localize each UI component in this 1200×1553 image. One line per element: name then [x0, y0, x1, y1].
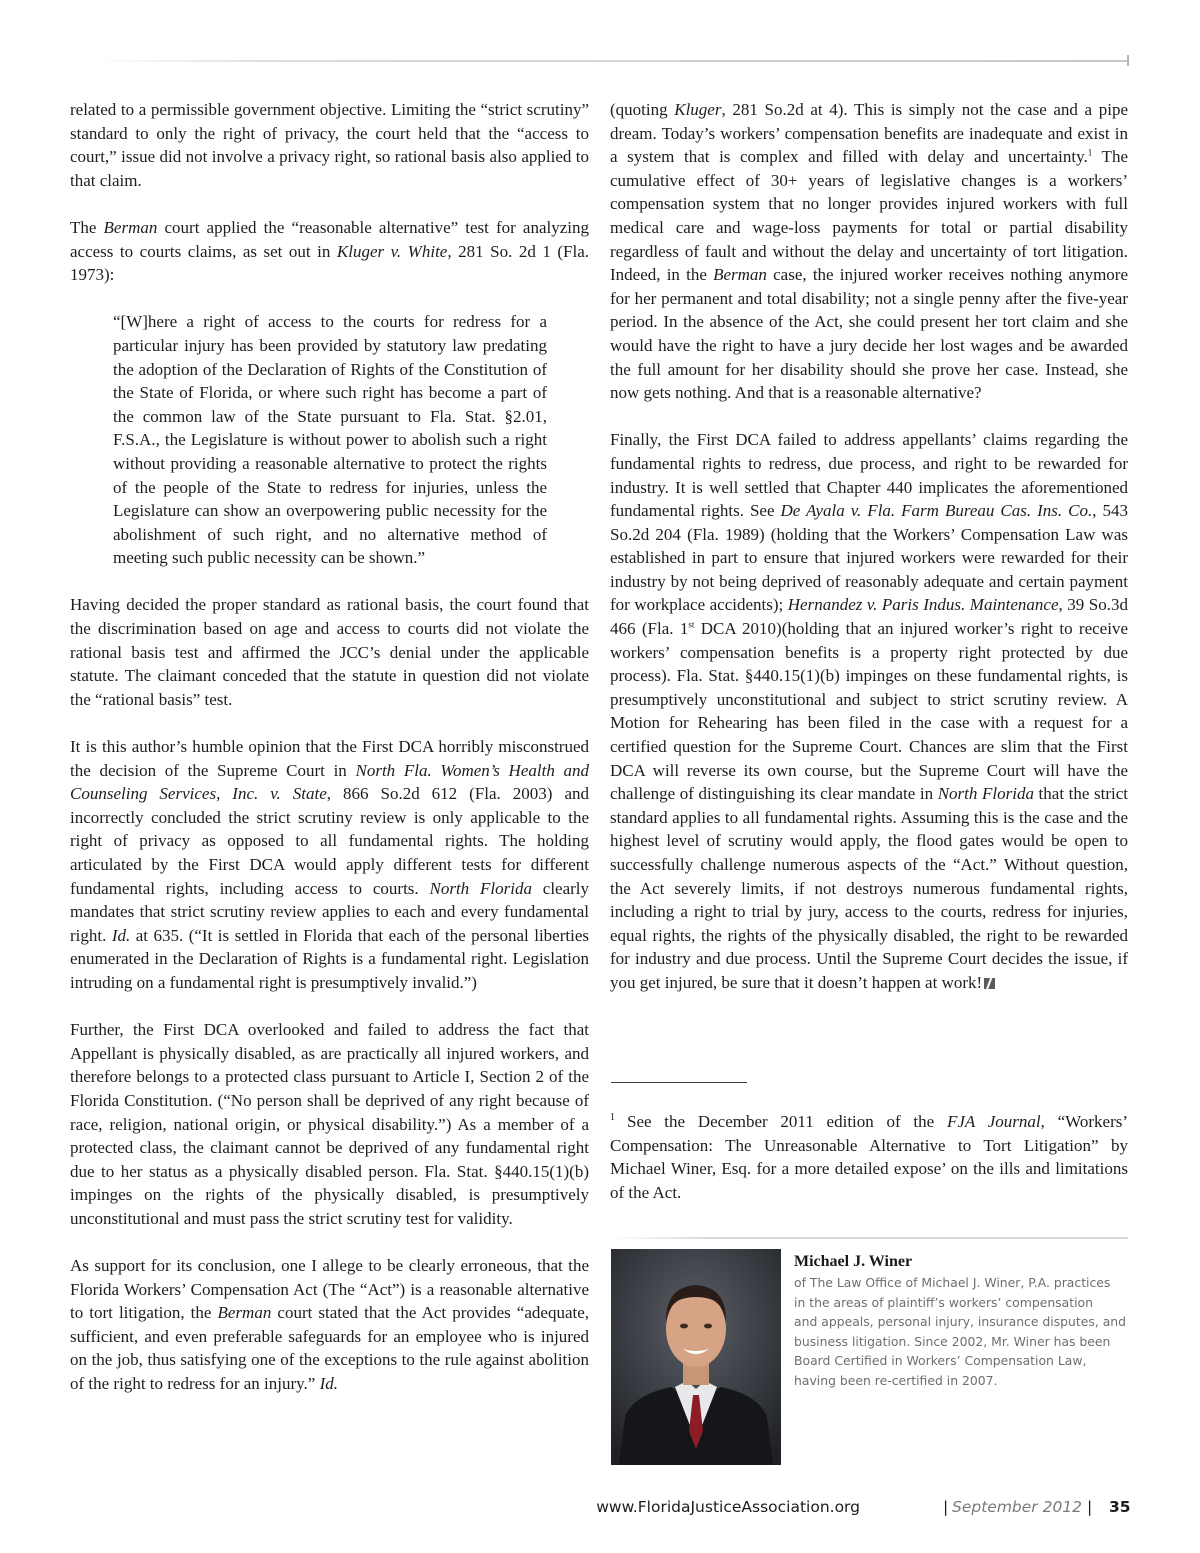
author-name: Michael J. Winer	[794, 1253, 913, 1270]
left-paragraph-6: As support for its conclusion, one I allege to be clearly erroneous, that the Florida Workers’ Compensation Act (The “Act”) is a reasonable alternative to tort litigation, the Berman court stated that the Act provides “adequate, sufficient, and even preferable safeguards for an employee who is injured on the job, thus satisfying one of the exceptions to the rule against abolition of the right to redress for an injury.” Id.	[70, 1256, 590, 1394]
block-quote: “[W]here a right of access to the courts for redress for a particular injury has been provided by statutory law predating the adoption of the Declaration of Rights of the Constitution of the State of Florida, or where such right has become a part of the common law of the State pursuant to Fla. Stat. §2.01, F.S.A., the Legislature is without power to abolish such a right without providing a reasonable alternative to protect the rights of the people of the State to redress for injuries, unless the Legislature can show an overpowering public necessity for the abolishment of such right, and no alternative method of meeting such public necessity can be shown.”	[113, 312, 547, 568]
bio-line: of The Law Office of Michael J. Winer, P.A. practices	[794, 1275, 1111, 1290]
article-end-icon	[984, 978, 995, 989]
header-rule	[92, 60, 1128, 62]
footnote-reference: 1	[1087, 147, 1093, 158]
page-footer	[596, 1498, 1131, 1524]
header-rule-cap	[1127, 55, 1129, 66]
bio-divider	[610, 1237, 1128, 1239]
bio-line: business litigation. Since 2002, Mr. Winer has been	[794, 1333, 1111, 1349]
bio-line: having been re-certified in 2007.	[794, 1372, 998, 1388]
left-paragraph-3: Having decided the proper standard as rational basis, the court found that the discrimination based on age and access to courts did not violate the rational basis test and affirmed the JCC’s denial under the applicable statute. The claimant conceded that the statute in question did not violate the “rational basis” test.	[70, 595, 589, 709]
website-link[interactable]: www.FloridaJusticeAssociation.org	[596, 1498, 860, 1516]
left-paragraph-1: related to a permissible government objective. Limiting the “strict scrutiny” standard to only the right of privacy, the court held that the “access to court,” issue did not involve a privacy right, so rational basis also applied to that claim.	[70, 100, 589, 190]
bio-line: in the areas of plaintiff’s workers’ compensation	[794, 1294, 1093, 1310]
right-paragraph-2: Finally, the First DCA failed to address appellants’ claims regarding the fundamental rights to redress, due process, and right to be rewarded for industry. It is well settled that Chapter 440 implicates the aforementioned fundamental rights. See De Ayala v. Fla. Farm Bureau Cas. Ins. Co., 543 So.2d 204 (Fla. 1989) (holding that the Workers’ Compensation Law was established in part to ensure that injured workers were rewarded for their industry by not being deprived of reasonably adequate and certain payment for workplace accidents); Hernandez v. Paris Indus. Maintenance, 39 So.3d 466 (Fla. 1st DCA 2010)(holding that an injured worker’s right to receive workers’ compensation benefits is a property right protected by due process). Fla. Stat. §440.15(1)(b) impinges on these fundamental rights, is presumptively unconstitutional and subject to strict scrutiny review. A Motion for Rehearing has been filed in the case with a request for a certified question for the Supreme Court. Chances are slim that the First DCA will reverse its own course, but the Supreme Court will have the challenge of distinguishing its clear mandate in North Florida that the strict standard applies to all fundamental rights. Assuming this is the case and the highest level of scrutiny would apply, the flood gates would be open to successfully challenge numerous aspects of the “Act.” Without question, the Act severely limits, if not destroys numerous fundamental rights, including a right to trial by jury, access to the courts, redress for injuries, equal rights, the rights of the physically disabled, the right to be rewarded for industry and due process. Until the Supreme Court decides the issue, if you get injured, be sure that it doesn’t happen at work!	[610, 430, 1128, 992]
footer-separator: |	[1087, 1498, 1093, 1516]
bio-line: Board Certified in Workers’ Compensation Law,	[794, 1353, 1087, 1369]
left-paragraph-5: Further, the First DCA overlooked and failed to address the fact that Appellant is physically disabled, as are practically all injured workers, and therefore belongs to a protected class pursuant to Article I, Section 2 of the Florida Constitution. (“No person shall be deprived of any right because of race, religion, national origin, or physical disability.”) As a member of a protected class, the claimant cannot be deprived of any fundamental right due to her status as a physically disabled person. Fla. Stat. §440.15(1)(b) impinges on the rights of the physically disabled, is presumptively unconstitutional and must pass the strict scrutiny test for validity.	[70, 1020, 589, 1228]
issue-date: September 2012	[952, 1498, 1083, 1516]
footer-separator: |	[943, 1498, 949, 1516]
author-bio	[794, 1273, 1127, 1391]
left-column	[70, 98, 589, 1419]
author-photo	[611, 1249, 781, 1465]
footnote-divider	[611, 1082, 747, 1083]
left-paragraph-4: It is this author’s humble opinion that the First DCA horribly misconstrued the decision of the Supreme Court in North Fla. Women’s Health and Counseling Services, Inc. v. State, 866 So.2d 612 (Fla. 2003) and incorrectly concluded the strict scrutiny review is only applicable to the right of privacy as opposed to all fundamental rights. The holding articulated by the First DCA would apply different tests for different fundamental rights, including access to courts. North Florida clearly mandates that strict scrutiny review applies to each and every fundamental right. Id. at 635. (“It is settled in Florida that each of the personal liberties enumerated in the Declaration of Rights is a fundamental right. Legislation intruding on a fundamental right is presumptively invalid.”)	[70, 737, 590, 992]
right-paragraph-1: (quoting Kluger, 281 So.2d at 4). This is simply not the case and a pipe dream. Today’s workers’ compensation benefits are inadequate and exist in a system that is complex and filled with delay and uncertainty.$^1$ The cumulative effect of 30+ years of legislative changes is a workers’ compensation system that no longer provides injured workers with full medical care and wage-loss payments for total or partial disability regardless of fault and without the delay and uncertainty of tort litigation. Indeed, in the Berman case, the injured worker receives nothing anymore for her permanent and total disability; not a single penny after the five-year period. In the absence of the Act, she could present her tort claim and she would have the right to have a jury decide her lost wages and be awarded the full amount for her disability should she prove her case. Instead, she now gets nothing. And that is a reasonable alternative?	[610, 100, 1129, 403]
right-column	[610, 98, 1128, 1018]
bio-line: and appeals, personal injury, insurance disputes, and	[794, 1314, 1127, 1330]
page-number: 35	[1109, 1498, 1131, 1516]
footnote: $^1$ See the December 2011 edition of the FJA Journal, “Workers’ Compensation: The Unreasonable Alternative to Tort Litigation” by Michael Winer, Esq. for a more detailed expose’ on the ills and limitations of the Act.	[610, 1112, 1129, 1202]
left-paragraph-2: The Berman court applied the “reasonable alternative” test for analyzing access to courts claims, as set out in Kluger v. White, 281 So. 2d 1 (Fla. 1973):	[70, 217, 589, 285]
footnote-number: 1	[610, 1112, 615, 1124]
